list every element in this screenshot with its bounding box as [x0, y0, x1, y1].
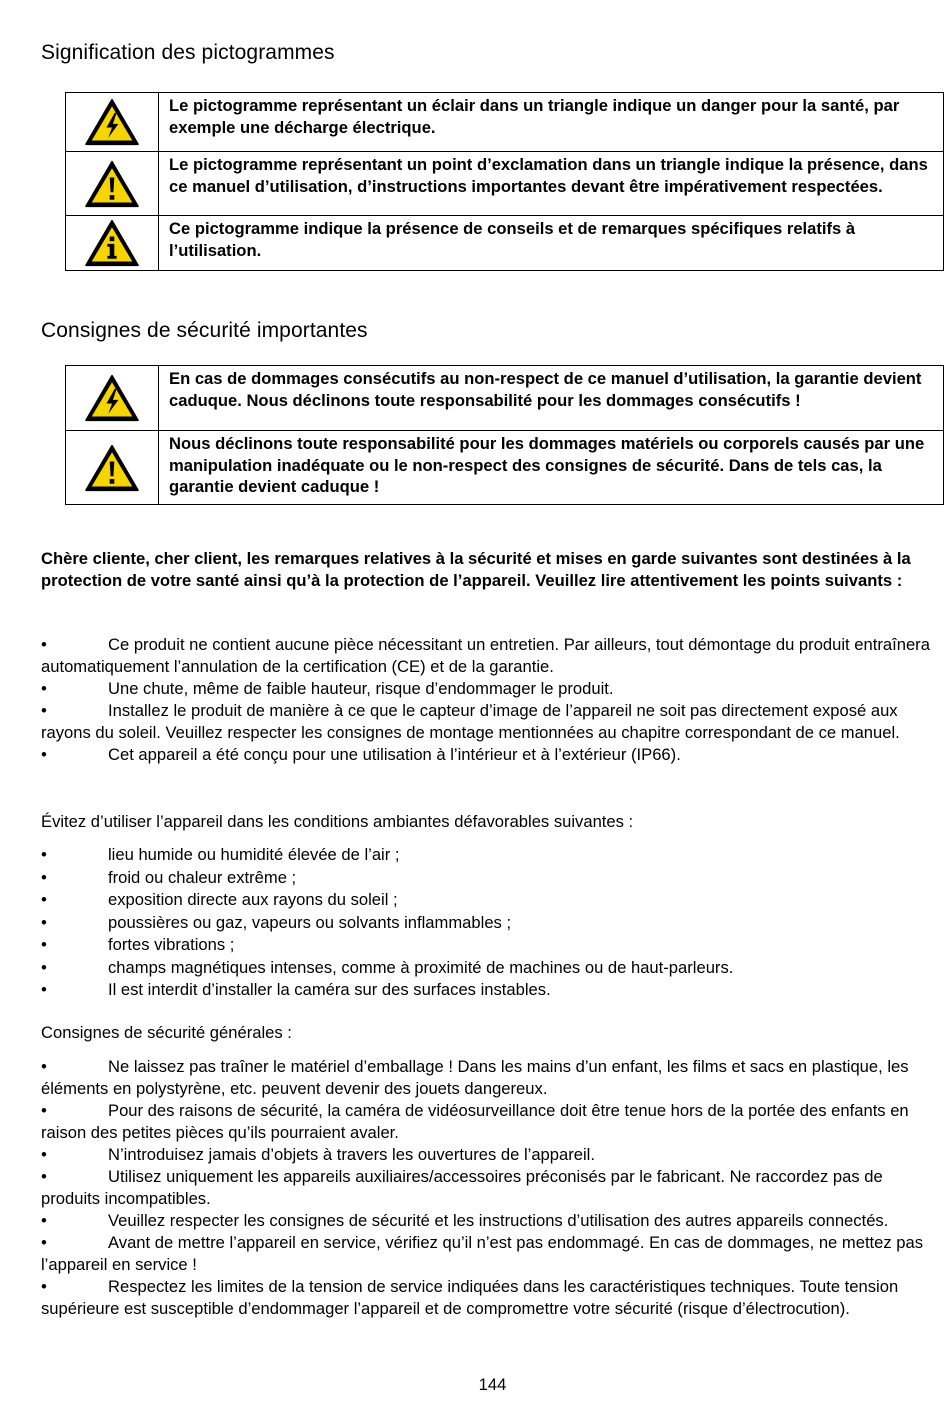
list-item — [41, 700, 941, 744]
bullet: • — [41, 935, 47, 954]
list-item-text: Il est interdit d’installer la caméra sur des surfaces instables. — [108, 980, 551, 999]
list-item-text: exposition directe aux rayons du soleil ; — [108, 890, 398, 909]
list-item — [41, 934, 941, 957]
list-item-text: Respectez les limites de la tension de service indiquées dans les caractéristiques techniques. Toute tension supérieure est susceptible d’endommager l’appareil et de compromettre votre sécurité (risque d’électrocution). — [41, 1277, 899, 1318]
pictogram-description: Ce pictogramme indique la présence de conseils et de remarques spécifiques relatifs à l’utilisation. — [159, 216, 944, 271]
lightning-warning-icon — [84, 98, 140, 146]
bullet: • — [41, 745, 47, 764]
list-item-text: Pour des raisons de sécurité, la caméra de vidéosurveillance doit être tenue hors de la portée des enfants en raison des petites pièces qu’ils pourraient avaler. — [41, 1101, 909, 1142]
table-row — [66, 366, 944, 431]
list-item-text: Cet appareil a été conçu pour une utilisation à l’intérieur et à l’extérieur (IP66). — [108, 745, 681, 764]
list-item-text: lieu humide ou humidité élevée de l’air ; — [108, 845, 400, 864]
pictogram-description: Le pictogramme représentant un point d’exclamation dans un triangle indique la présence, dans ce manuel d’utilisation, d’instructions importantes devant être impérativement respectées. — [159, 152, 944, 216]
table-row — [66, 431, 944, 505]
list-item-text: N’introduisez jamais d’objets à travers les ouvertures de l’appareil. — [108, 1145, 595, 1164]
list-item — [41, 678, 941, 700]
list-item — [41, 744, 941, 766]
list-item — [41, 1276, 941, 1320]
pictogram-table — [65, 92, 944, 271]
icon-cell — [66, 366, 159, 431]
bullet: • — [41, 980, 47, 999]
table-row — [66, 216, 944, 271]
list-item-text: poussières ou gaz, vapeurs ou solvants inflammables ; — [108, 912, 512, 932]
list-item — [41, 1166, 941, 1210]
exclamation-warning-icon — [84, 160, 140, 208]
bullet: • — [41, 701, 47, 720]
bullet: • — [41, 1057, 47, 1076]
section-title-pictograms: Signification des pictogrammes — [41, 41, 335, 64]
bullet: • — [41, 890, 47, 909]
list-item — [41, 1232, 941, 1276]
table-row — [66, 152, 944, 216]
section-title-safety: Consignes de sécurité importantes — [41, 319, 368, 342]
bullet: • — [41, 957, 47, 977]
page-number: 144 — [478, 1375, 507, 1394]
exclamation-warning-icon — [84, 444, 140, 492]
bullet-list-environment — [41, 844, 941, 1002]
bullet: • — [41, 1167, 47, 1186]
info-warning-icon — [84, 219, 140, 267]
bullet: • — [41, 1277, 47, 1296]
icon-cell — [66, 152, 159, 216]
list-item-text: fortes vibrations ; — [108, 935, 235, 954]
table-row — [66, 93, 944, 152]
list-item — [41, 912, 941, 935]
list-item-text: Installez le produit de manière à ce que le capteur d’image de l’appareil ne soit pas directement exposé aux rayons du soleil. Veuillez respecter les consignes de montage mentionnées au chapitre correspondant de ce manuel. — [41, 701, 900, 742]
list-item-text: Ne laissez pas traîner le matériel d’emballage ! Dans les mains d’un enfant, les films et sacs en plastique, les éléments en polystyrène, etc. peuvent devenir des jouets dangereux. — [41, 1057, 909, 1098]
safety-description: Nous déclinons toute responsabilité pour les dommages matériels ou corporels causés par une manipulation inadéquate ou le non-respect des consignes de sécurité. Dans de tels cas, la garantie devient caduque ! — [159, 431, 944, 505]
bullet: • — [41, 912, 47, 932]
list-item-text: Veuillez respecter les consignes de sécurité et les instructions d’utilisation des autres appareils connectés. — [108, 1211, 889, 1230]
list-item — [41, 957, 941, 980]
bullet: • — [41, 1233, 47, 1252]
safety-description: En cas de dommages consécutifs au non-respect de ce manuel d’utilisation, la garantie devient caduque. Nous déclinons toute responsabilité pour les dommages consécutifs ! — [159, 366, 944, 431]
list-item — [41, 1056, 941, 1100]
safety-table — [65, 365, 944, 505]
icon-cell — [66, 431, 159, 505]
bullet-list-safety — [41, 1056, 941, 1320]
list-item-text: froid ou chaleur extrême ; — [108, 867, 297, 887]
list-item-text: Avant de mettre l’appareil en service, vérifiez qu’il n’est pas endommagé. En cas de dommages, ne mettez pas l’appareil en service ! — [41, 1233, 924, 1274]
bullet-list-general — [41, 634, 941, 766]
list-item — [41, 844, 941, 867]
list-item — [41, 634, 941, 678]
bullet: • — [41, 867, 47, 887]
list-item-text: Ce produit ne contient aucune pièce nécessitant un entretien. Par ailleurs, tout démontage du produit entraînera automatiquement l’annulation de la certification (CE) et de la garantie. — [41, 635, 930, 676]
list-item — [41, 1100, 941, 1144]
list-item — [41, 1210, 941, 1232]
list-item — [41, 867, 941, 890]
bullet: • — [41, 1211, 47, 1230]
intro-paragraph: Chère cliente, cher client, les remarques relatives à la sécurité et mises en garde suivantes sont destinées à la protection de votre santé ainsi qu’à la protection de l’appareil. Veuillez lire attentivement les points suivants : — [41, 549, 911, 590]
bullet: • — [41, 845, 47, 864]
pictogram-description: Le pictogramme représentant un éclair dans un triangle indique un danger pour la santé, par exemple une décharge électrique. — [159, 93, 944, 152]
bullet: • — [41, 635, 47, 654]
icon-cell — [66, 216, 159, 271]
list-item-text: Une chute, même de faible hauteur, risque d’endommager le produit. — [108, 679, 614, 698]
list-item — [41, 889, 941, 912]
bullet: • — [41, 1101, 47, 1120]
general-safety-heading: Consignes de sécurité générales : — [41, 1023, 292, 1042]
list-item — [41, 1144, 941, 1166]
bullet: • — [41, 1145, 47, 1164]
list-item-text: champs magnétiques intenses, comme à proximité de machines ou de haut-parleurs. — [108, 957, 734, 977]
icon-cell — [66, 93, 159, 152]
list-item — [41, 979, 941, 1002]
lightning-warning-icon — [84, 374, 140, 422]
bullet: • — [41, 679, 47, 698]
environment-heading: Évitez d’utiliser l’appareil dans les conditions ambiantes défavorables suivantes : — [41, 812, 634, 831]
list-item-text: Utilisez uniquement les appareils auxiliaires/accessoires préconisés par le fabricant. Ne raccordez pas de produits incompatibles. — [41, 1167, 883, 1208]
